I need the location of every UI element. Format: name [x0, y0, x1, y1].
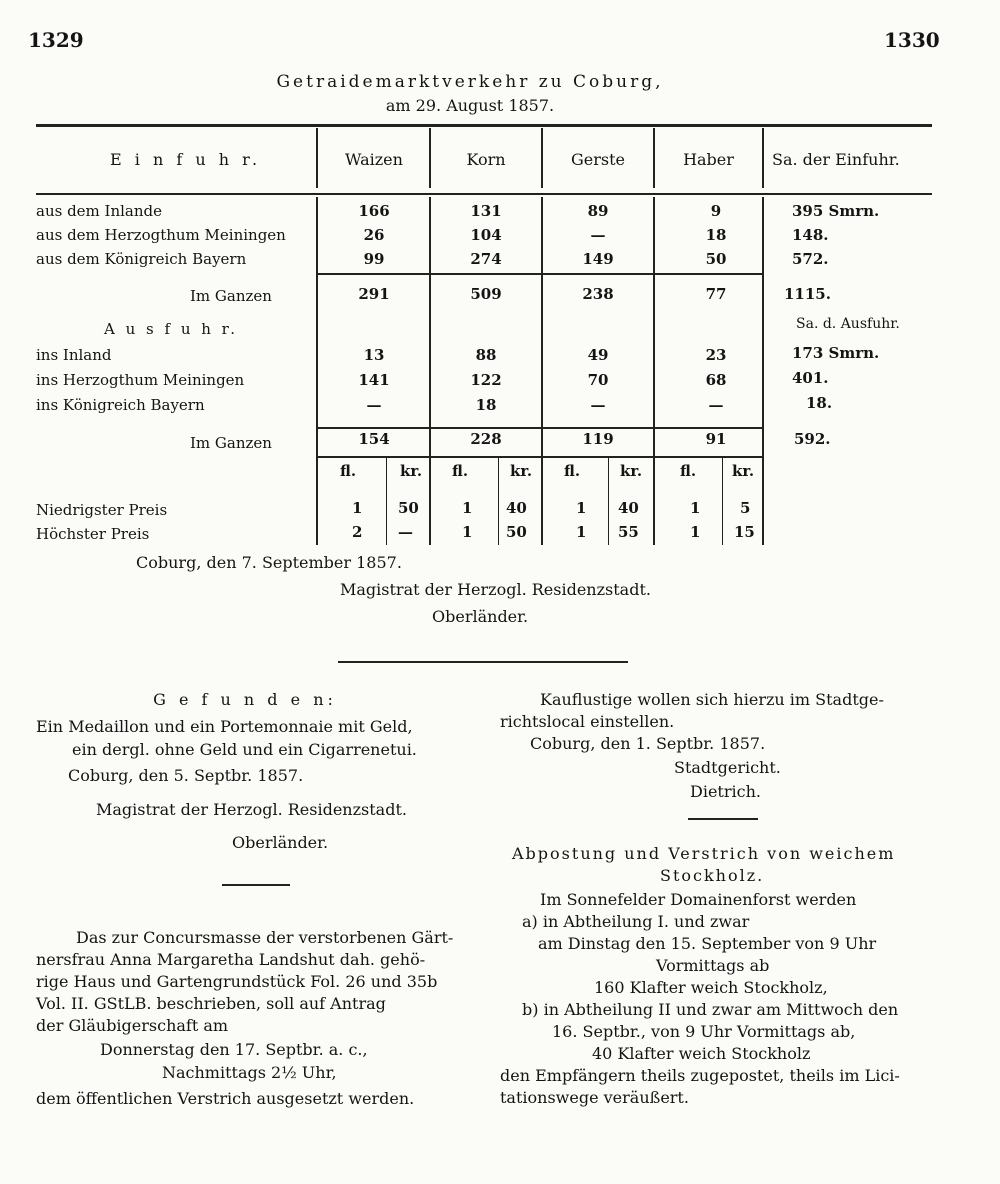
concurs-line: Vol. II. GStLB. beschrieben, soll auf Antrag — [36, 994, 386, 1013]
price-row-label: Höchster Preis — [36, 525, 150, 543]
column-divider — [541, 128, 543, 188]
kr-header: kr. — [620, 462, 643, 480]
table-top-rule — [36, 124, 932, 127]
price-value: 50 — [506, 523, 527, 541]
import-subtotal-rule — [316, 273, 762, 275]
kr-header: kr. — [732, 462, 755, 480]
export-row-label: ins Herzogthum Meiningen — [36, 371, 245, 389]
concurs-final-line: dem öffentlichen Verstrich ausgesetzt werden. — [36, 1089, 415, 1108]
price-row-label: Niedrigster Preis — [36, 501, 168, 519]
header-waizen: Waizen — [345, 150, 403, 169]
export-value: 88 — [475, 346, 497, 364]
column-divider — [762, 197, 764, 545]
market-authority: Magistrat der Herzogl. Residenzstadt. — [340, 580, 651, 599]
header-haber: Haber — [683, 150, 734, 169]
export-value: 70 — [587, 371, 609, 389]
export-row-label: ins Königreich Bayern — [36, 396, 205, 414]
import-row-label: aus dem Herzogthum Meiningen — [36, 226, 286, 244]
fl-kr-divider — [386, 458, 387, 545]
export-value: — — [366, 396, 382, 414]
export-value: 49 — [587, 346, 609, 364]
stockholz-line: 160 Klafter weich Stockholz, — [594, 978, 828, 997]
export-total-sum: 592. — [794, 430, 831, 448]
concurs-line: Das zur Concursmasse der verstorbenen Gärt- — [76, 928, 454, 947]
export-row-label: ins Inland — [36, 346, 112, 364]
column-divider — [316, 197, 318, 545]
kauflustige-line: Kauflustige wollen sich hierzu im Stadtge- — [540, 690, 884, 709]
price-value: 1 — [576, 499, 587, 517]
gefunden-place-date: Coburg, den 5. Septbr. 1857. — [68, 766, 304, 785]
kauflustige-place-date: Coburg, den 1. Septbr. 1857. — [530, 734, 766, 753]
import-value: 99 — [363, 250, 385, 268]
export-value: 13 — [363, 346, 385, 364]
export-sum: 18. — [806, 394, 833, 412]
kauflustige-signature: Dietrich. — [690, 782, 761, 801]
fl-header: fl. — [340, 462, 357, 480]
export-sum-header: Sa. d. Ausfuhr. — [796, 316, 900, 332]
stockholz-title: Stockholz. — [660, 866, 765, 885]
kr-header: kr. — [400, 462, 423, 480]
export-value: 18 — [475, 396, 497, 414]
stockholz-line: Vormittags ab — [656, 956, 770, 975]
import-value: 166 — [358, 202, 390, 220]
stockholz-line: 40 Klafter weich Stockholz — [592, 1044, 811, 1063]
header-sum-einfuhr: Sa. der Einfuhr. — [772, 150, 900, 169]
import-row-label: aus dem Königreich Bayern — [36, 250, 247, 268]
price-header-rule — [316, 456, 762, 458]
export-total-label: Im Ganzen — [190, 434, 272, 452]
market-signature: Oberländer. — [432, 607, 529, 626]
header-korn: Korn — [466, 150, 506, 169]
short-separator — [222, 884, 290, 886]
price-value: 55 — [618, 523, 639, 541]
gefunden-line: Ein Medaillon und ein Portemonnaie mit Geld, — [36, 717, 413, 736]
gefunden-title: G e f u n d e n: — [153, 690, 337, 709]
kr-header: kr. — [510, 462, 533, 480]
export-value: — — [590, 396, 606, 414]
price-value: 50 — [398, 499, 419, 517]
gefunden-authority: Magistrat der Herzogl. Residenzstadt. — [96, 800, 407, 819]
import-value: 131 — [470, 202, 502, 220]
export-value: 122 — [470, 371, 502, 389]
import-value: 104 — [470, 226, 502, 244]
price-value: 1 — [462, 523, 473, 541]
header-einfuhr: E i n f u h r. — [110, 150, 262, 169]
column-divider — [316, 128, 318, 188]
concurs-line: nersfrau Anna Margaretha Landshut dah. gehö- — [36, 950, 426, 969]
market-date: am 29. August 1857. — [385, 96, 555, 115]
column-divider — [653, 197, 655, 545]
price-value: 40 — [506, 499, 527, 517]
export-value: 68 — [705, 371, 727, 389]
export-sum: 401. — [792, 369, 829, 387]
export-sum: 173 Smrn. — [792, 344, 880, 362]
export-total-value: 228 — [470, 430, 502, 448]
page-number-left: 1329 — [28, 28, 84, 52]
stockholz-line: tationswege veräußert. — [500, 1088, 689, 1107]
import-value: 50 — [705, 250, 727, 268]
concurs-date-line: Donnerstag den 17. Septbr. a. c., — [100, 1040, 368, 1059]
fl-header: fl. — [680, 462, 697, 480]
export-total-value: 119 — [582, 430, 614, 448]
header-gerste: Gerste — [570, 150, 625, 169]
import-value: 274 — [470, 250, 502, 268]
page-number-right: 1330 — [884, 28, 940, 52]
import-total-value: 238 — [582, 285, 614, 303]
export-value: — — [708, 396, 724, 414]
import-value: 26 — [363, 226, 385, 244]
import-row-label: aus dem Inlande — [36, 202, 163, 220]
import-value: 89 — [587, 202, 609, 220]
stockholz-line: 16. Septbr., von 9 Uhr Vormittags ab, — [552, 1022, 856, 1041]
concurs-line: der Gläubigerschaft am — [36, 1016, 229, 1035]
price-value: 15 — [734, 523, 755, 541]
import-total-value: 291 — [358, 285, 390, 303]
fl-header: fl. — [452, 462, 469, 480]
fl-kr-divider — [608, 458, 609, 545]
kauflustige-authority: Stadtgericht. — [674, 758, 781, 777]
export-value: 23 — [705, 346, 727, 364]
fl-header: fl. — [564, 462, 581, 480]
import-total-sum: 1115. — [784, 285, 831, 303]
import-value: 18 — [705, 226, 727, 244]
gefunden-signature: Oberländer. — [232, 833, 329, 852]
export-subtotal-rule — [316, 427, 762, 429]
column-divider — [541, 197, 543, 545]
column-divider — [762, 128, 764, 188]
export-total-value: 154 — [358, 430, 390, 448]
ausfuhr-label: A u s f u h r. — [104, 320, 238, 338]
price-value: 1 — [352, 499, 363, 517]
stockholz-title: Abpostung und Verstrich von weichem — [512, 844, 896, 863]
column-divider — [429, 197, 431, 545]
import-sum: 148. — [792, 226, 829, 244]
fl-kr-divider — [722, 458, 723, 545]
stockholz-line: am Dinstag den 15. September von 9 Uhr — [538, 934, 877, 953]
price-value: — — [398, 523, 413, 541]
stockholz-line: Im Sonnefelder Domainenforst werden — [540, 890, 857, 909]
price-value: 1 — [462, 499, 473, 517]
short-separator — [688, 818, 758, 820]
import-total-label: Im Ganzen — [190, 287, 272, 305]
import-total-value: 509 — [470, 285, 502, 303]
export-value: 141 — [358, 371, 390, 389]
import-sum: 395 Smrn. — [792, 202, 880, 220]
import-value: 9 — [710, 202, 722, 220]
price-value: 40 — [618, 499, 639, 517]
price-value: 5 — [740, 499, 751, 517]
stockholz-line: den Empfängern theils zugepostet, theils im Lici- — [500, 1066, 900, 1085]
kauflustige-line: richtslocal einstellen. — [500, 712, 675, 731]
import-total-value: 77 — [705, 285, 727, 303]
price-value: 1 — [690, 499, 701, 517]
import-value: 149 — [582, 250, 614, 268]
market-title: Getraidemarktverkehr zu Coburg, — [276, 72, 664, 92]
table-header-rule — [36, 193, 932, 195]
fl-kr-divider — [498, 458, 499, 545]
column-divider — [429, 128, 431, 188]
import-value: — — [590, 226, 606, 244]
gefunden-line: ein dergl. ohne Geld und ein Cigarrenetui. — [72, 740, 417, 759]
import-sum: 572. — [792, 250, 829, 268]
stockholz-line: a) in Abtheilung I. und zwar — [522, 912, 750, 931]
stockholz-line: b) in Abtheilung II und zwar am Mittwoch den — [522, 1000, 899, 1019]
column-divider — [653, 128, 655, 188]
price-value: 1 — [576, 523, 587, 541]
price-value: 1 — [690, 523, 701, 541]
price-value: 2 — [352, 523, 363, 541]
section-separator — [338, 661, 628, 663]
market-place-date: Coburg, den 7. September 1857. — [136, 553, 402, 572]
concurs-line: rige Haus und Gartengrundstück Fol. 26 und 35b — [36, 972, 438, 991]
concurs-time-line: Nachmittags 2½ Uhr, — [162, 1063, 337, 1082]
export-total-value: 91 — [705, 430, 727, 448]
